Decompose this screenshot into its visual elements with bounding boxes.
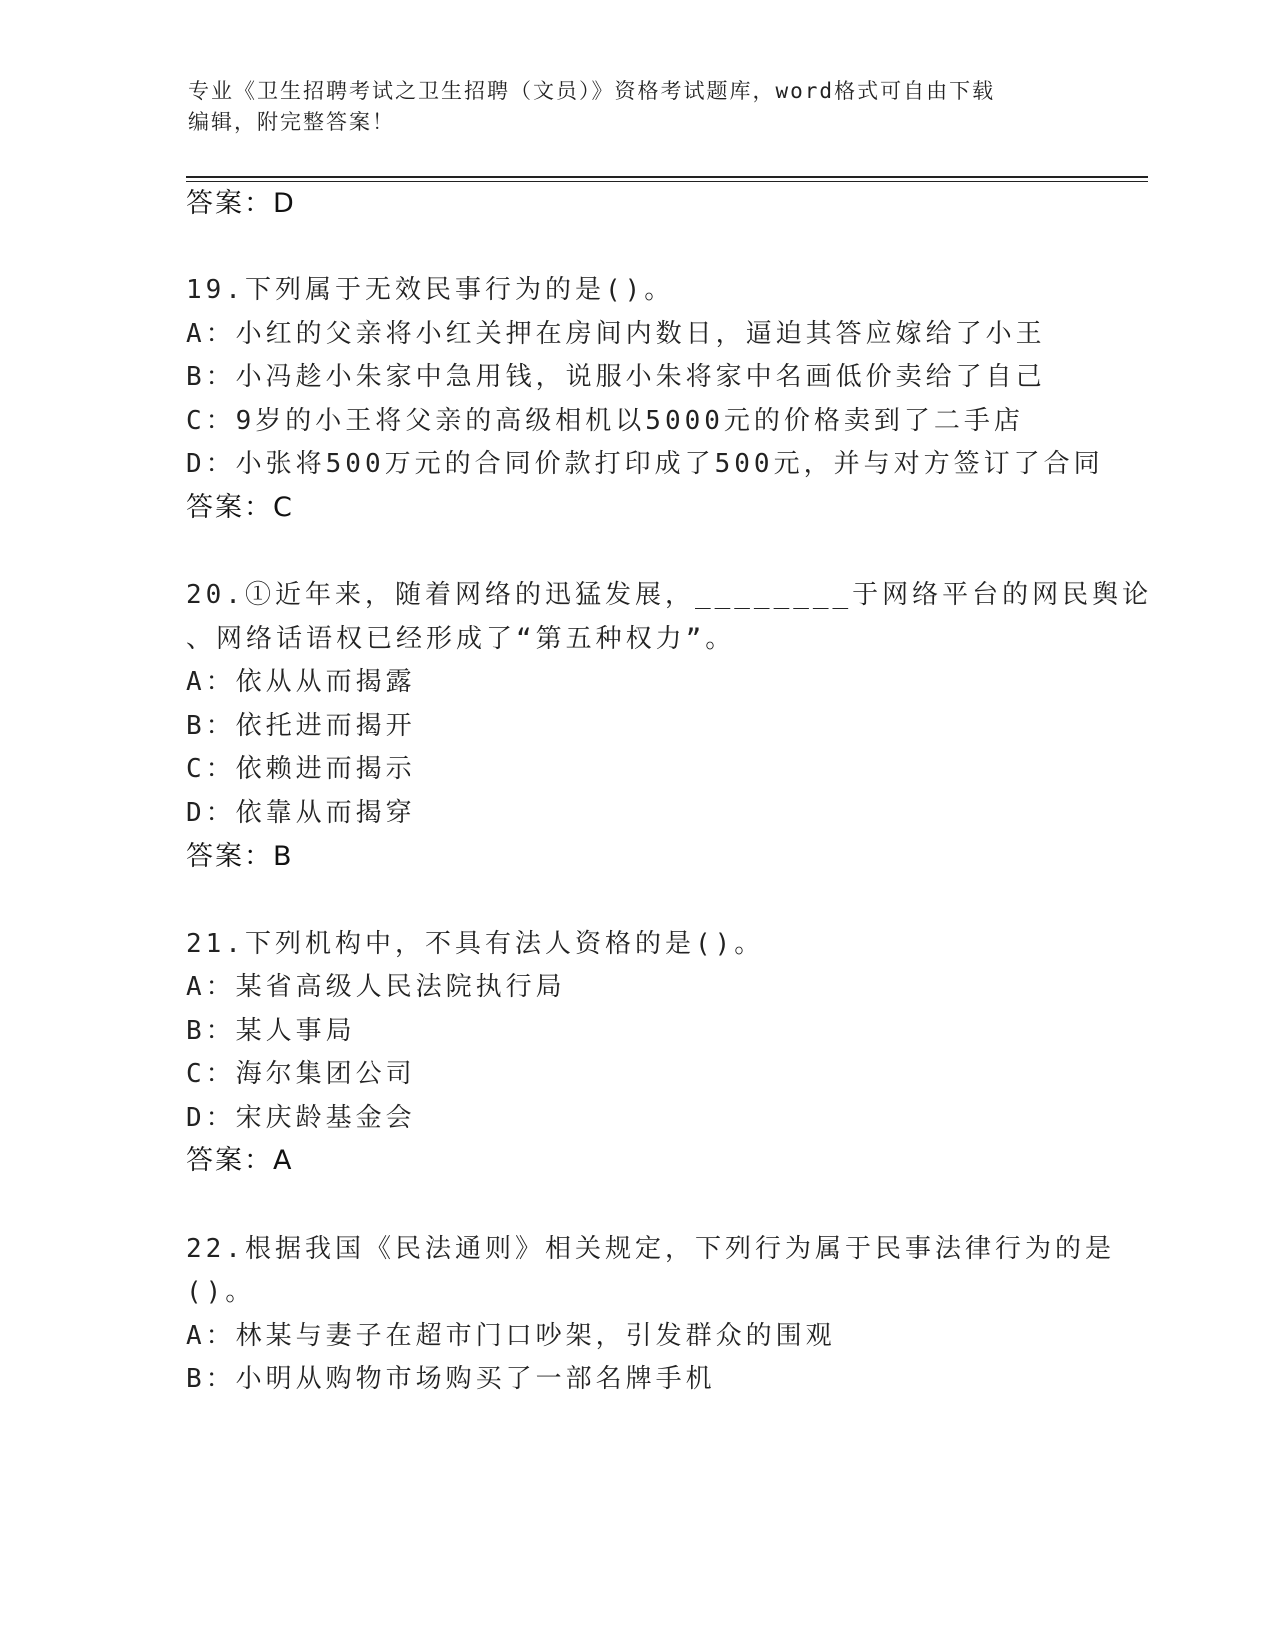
question-20-option-a: A：依从从而揭露	[186, 667, 416, 697]
header-line-1: 专业《卫生招聘考试之卫生招聘（文员）》资格考试题库，word格式可自由下载	[188, 79, 996, 103]
question-22-option-a: A：林某与妻子在超市门口吵架，引发群众的围观	[186, 1321, 836, 1351]
question-21-option-c: C：海尔集团公司	[186, 1059, 416, 1089]
question-20-option-c: C：依赖进而揭示	[186, 754, 416, 784]
question-20-option-d: D：依靠从而揭穿	[186, 798, 416, 828]
question-19-option-d: D：小张将500万元的合同价款打印成了500元，并与对方签订了合同	[186, 449, 1104, 479]
header-divider-thick	[186, 176, 1148, 178]
question-20-stem-line-1: 20.①近年来，随着网络的迅猛发展，________于网络平台的网民舆论	[186, 580, 1153, 610]
answer-19: 答案：C	[186, 492, 294, 523]
document-header	[188, 76, 1088, 138]
answer-21: 答案：A	[186, 1145, 294, 1176]
question-19-stem: 19.下列属于无效民事行为的是()。	[186, 275, 675, 305]
question-21-option-d: D：宋庆龄基金会	[186, 1103, 416, 1133]
answer-20: 答案：B	[186, 841, 294, 872]
header-divider-thin	[186, 181, 1148, 182]
question-19-option-b: B：小冯趁小朱家中急用钱，说服小朱将家中名画低价卖给了自己	[186, 362, 1046, 392]
question-21-option-a: A：某省高级人民法院执行局	[186, 972, 566, 1002]
question-20-option-b: B：依托进而揭开	[186, 711, 416, 741]
question-22-stem-line-1: 22.根据我国《民法通则》相关规定，下列行为属于民事法律行为的是	[186, 1234, 1115, 1264]
question-22-option-b: B：小明从购物市场购买了一部名牌手机	[186, 1364, 716, 1394]
header-line-2: 编辑，附完整答案！	[188, 110, 395, 134]
question-19-option-a: A：小红的父亲将小红关押在房间内数日，逼迫其答应嫁给了小王	[186, 319, 1046, 349]
answer-previous: 答案：D	[186, 188, 296, 219]
question-20-stem-line-2: 、网络话语权已经形成了“第五种权力”。	[186, 624, 736, 654]
question-21-stem: 21.下列机构中，不具有法人资格的是()。	[186, 929, 765, 959]
question-19-option-c: C：9岁的小王将父亲的高级相机以5000元的价格卖到了二手店	[186, 406, 1024, 436]
question-21-option-b: B：某人事局	[186, 1016, 356, 1046]
question-22-stem-line-2: ()。	[186, 1277, 256, 1307]
